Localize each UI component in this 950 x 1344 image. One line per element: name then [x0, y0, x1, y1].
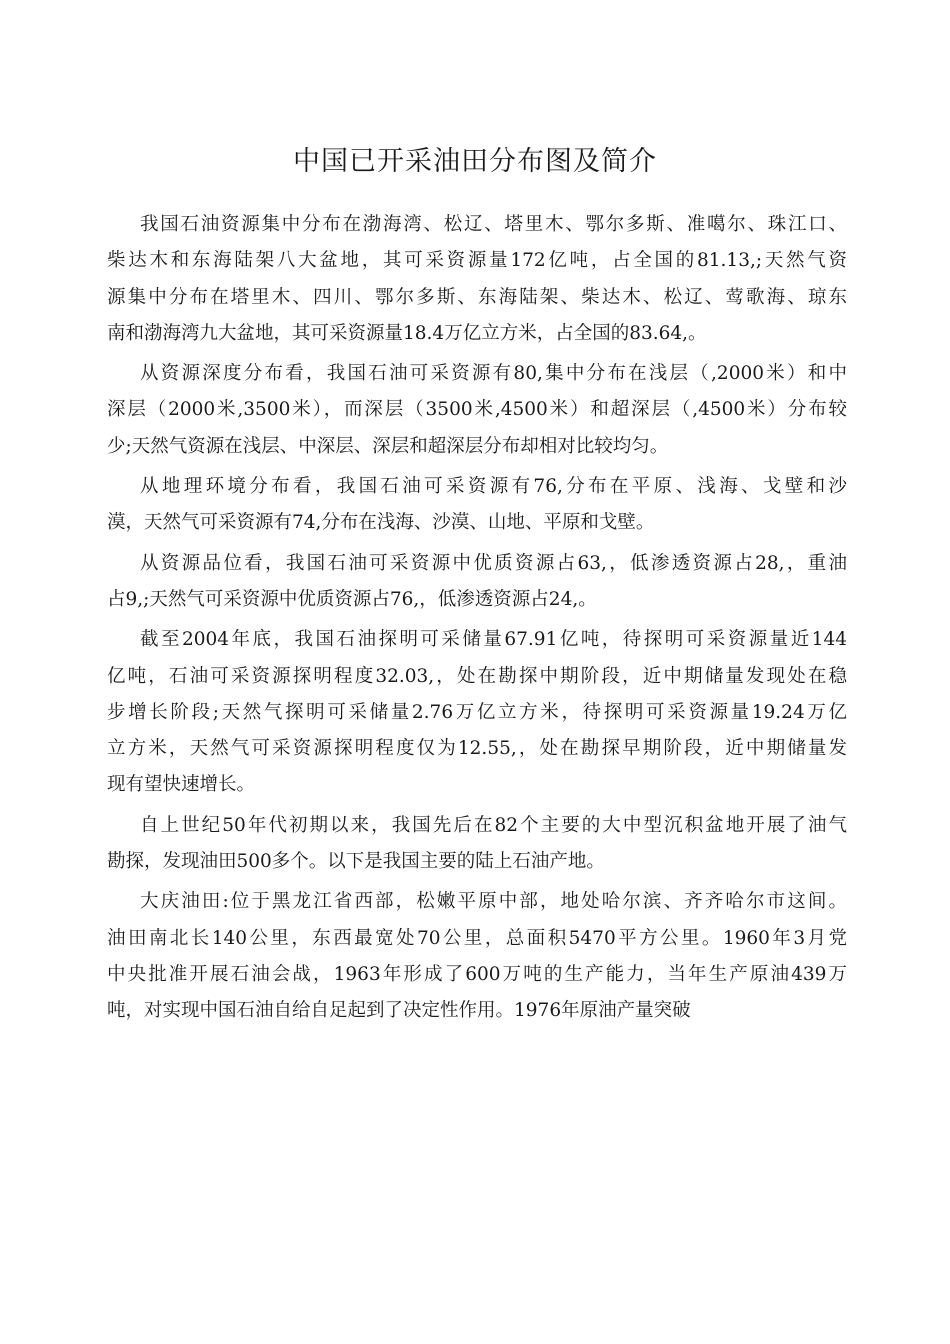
paragraph-line: 亿吨，石油可采资源探明程度32.03,，处在勘探中期阶段，近中期储量发现处在稳 — [107, 665, 847, 687]
paragraph-line: 从资源深度分布看，我国石油可采资源有80,集中分布在浅层（,2000米）和中 — [140, 363, 847, 385]
paragraph-line: 少;天然气资源在浅层、中深层、深层和超深层分布却相对比较均匀。 — [107, 435, 669, 457]
paragraph-line: 占9,;天然气可采资源中优质资源占76,，低渗透资源占24,。 — [107, 588, 597, 610]
paragraph — [107, 546, 847, 619]
paragraph-line: 大庆油田:位于黑龙江省西部，松嫩平原中部，地处哈尔滨、齐齐哈尔市这间。 — [140, 891, 847, 913]
paragraph-line: 吨，对实现中国石油自给自足起到了决定性作用。1976年原油产量突破 — [107, 1000, 691, 1022]
paragraph-line: 中央批准开展石油会战，1963年形成了600万吨的生产能力，当年生产原油439万 — [107, 963, 847, 985]
paragraph-line: 截至2004年底，我国石油探明可采储量67.91亿吨，待探明可采资源量近144 — [140, 629, 847, 651]
paragraph — [107, 469, 847, 542]
paragraph-line: 从资源品位看，我国石油可采资源中优质资源占63,，低渗透资源占28,，重油 — [140, 552, 847, 574]
paragraph-line: 深层（2000米,3500米），而深层（3500米,4500米）和超深层（,4500米）分布较 — [107, 399, 847, 421]
paragraph — [107, 808, 847, 881]
paragraph-line: 立方米，天然气可采资源探明程度仅为12.55,，处在勘探早期阶段，近中期储量发 — [107, 738, 847, 760]
paragraph-line: 南和渤海湾九大盆地，其可采资源量18.4万亿立方米，占全国的83.64,。 — [107, 322, 707, 344]
paragraph-line: 我国石油资源集中分布在渤海湾、松辽、塔里木、鄂尔多斯、准噶尔、珠江口、 — [140, 214, 847, 235]
paragraph-line: 柴达木和东海陆架八大盆地，其可采资源量172亿吨，占全国的81.13,;天然气资 — [107, 250, 847, 272]
paragraph-line: 油田南北长140公里，东西最宽处70公里，总面积5470平方公里。1960年3月党 — [107, 927, 847, 949]
paragraph — [107, 884, 847, 1029]
paragraph-line: 勘探，发现油田500多个。以下是我国主要的陆上石油产地。 — [107, 851, 605, 873]
document-body — [107, 207, 847, 1034]
paragraph — [107, 622, 847, 803]
paragraph-line: 步增长阶段;天然气探明可采储量2.76万亿立方米，待探明可采资源量19.24万亿 — [107, 701, 847, 723]
paragraph — [107, 207, 847, 352]
paragraph-line: 从地理环境分布看，我国石油可采资源有76,分布在平原、浅海、戈壁和沙 — [140, 476, 847, 498]
paragraph-line: 源集中分布在塔里木、四川、鄂尔多斯、东海陆架、柴达木、松辽、莺歌海、琼东 — [107, 286, 847, 308]
paragraph-line: 现有望快速增长。 — [107, 774, 256, 796]
paragraph — [107, 356, 847, 465]
paragraph-line: 漠，天然气可采资源有74,分布在浅海、沙漠、山地、平原和戈壁。 — [107, 512, 655, 534]
paragraph-line: 自上世纪50年代初期以来，我国先后在82个主要的大中型沉积盆地开展了油气 — [140, 814, 847, 836]
document-title: 中国已开采油田分布图及简介 — [293, 146, 657, 177]
